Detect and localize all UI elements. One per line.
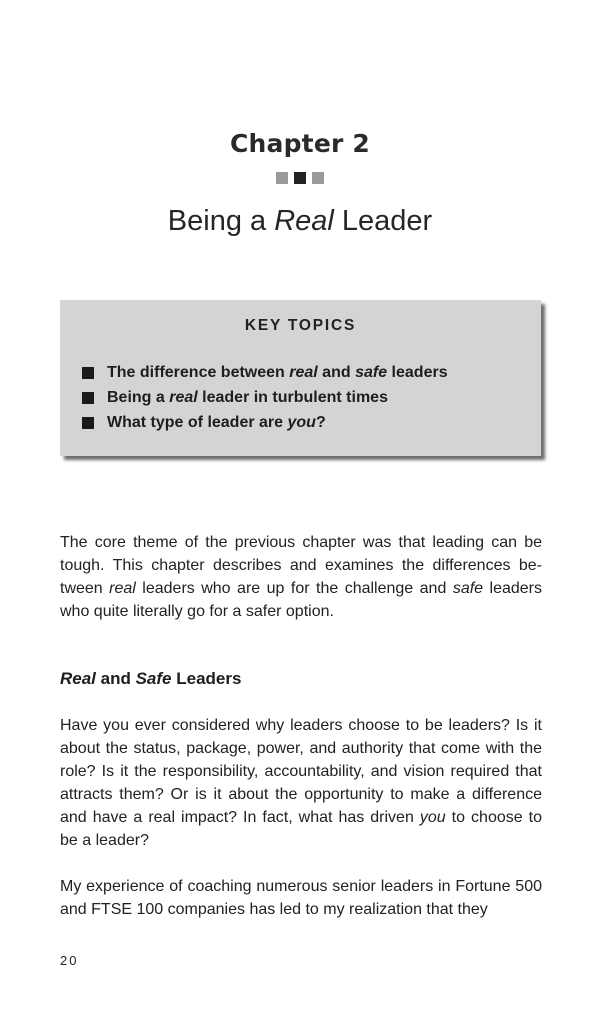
- intro-emphasis: real: [109, 580, 136, 597]
- page-number: 20: [60, 953, 79, 968]
- section-heading-emphasis: Real: [60, 669, 96, 688]
- topic-text: leader in turbulent times: [197, 389, 388, 406]
- ornament-square-right: [312, 172, 324, 184]
- chapter-ornament: [276, 172, 326, 184]
- key-topic-item: [82, 389, 448, 414]
- chapter-title: [0, 205, 600, 238]
- square-bullet-icon: [82, 417, 94, 429]
- intro-text: The core theme of the previous chapter was that leading can be tough. This chapter describes and examines the differences be-tween: [60, 534, 542, 597]
- topic-emphasis: real: [169, 389, 198, 406]
- ornament-square-left: [276, 172, 288, 184]
- intro-paragraph: [60, 531, 542, 623]
- chapter-title-before: Being a: [167, 205, 275, 237]
- section-heading: [60, 669, 241, 689]
- chapter-title-emphasis: Real: [274, 205, 334, 237]
- square-bullet-icon: [82, 392, 94, 404]
- chapter-number: Chapter 2: [229, 128, 371, 158]
- body-text: My experience of coaching numerous senior leaders in Fortune 500 and FTSE 100 companies has led to my realization that they: [60, 878, 542, 918]
- topic-text: What type of leader are: [107, 414, 288, 431]
- key-topics-heading: KEY TOPICS: [244, 317, 357, 334]
- intro-text: leaders who quite literally go for a safer option.: [60, 580, 543, 620]
- chapter-title-after: Leader: [333, 205, 433, 237]
- body-emphasis: you: [419, 809, 446, 826]
- body-text: to choose to be a leader?: [60, 809, 542, 849]
- key-topics-box: [60, 300, 541, 456]
- section-heading-emphasis: Safe: [135, 669, 172, 688]
- topic-emphasis: real: [289, 364, 318, 381]
- topic-text: The difference between: [107, 364, 290, 381]
- ornament-square-middle: [294, 172, 306, 184]
- key-topic-item: [82, 364, 448, 389]
- body-paragraph: [60, 714, 542, 852]
- square-bullet-icon: [82, 367, 94, 379]
- topic-emphasis: safe: [355, 364, 388, 381]
- intro-text: leaders who are up for the challenge and: [135, 580, 453, 597]
- topic-text: leaders: [387, 364, 448, 381]
- body-text: Have you ever considered why leaders choose to be leaders? Is it about the status, package, power, and authority that come with the role? Is it the responsibility, accountability, and vision required that attracts them? Or is it about the opportunity to make a difference and have a real impact? In fact, what has driven: [60, 717, 542, 826]
- topic-text: and: [317, 364, 356, 381]
- section-heading-text: Leaders: [171, 669, 242, 688]
- topic-text: Being a: [107, 389, 170, 406]
- body-paragraph: [60, 875, 542, 921]
- intro-emphasis: safe: [452, 580, 484, 597]
- section-heading-text: and: [95, 669, 136, 688]
- topic-text: ?: [315, 414, 326, 431]
- topic-emphasis: you: [287, 414, 316, 431]
- key-topics-list: [82, 364, 448, 439]
- key-topic-item: [82, 414, 448, 439]
